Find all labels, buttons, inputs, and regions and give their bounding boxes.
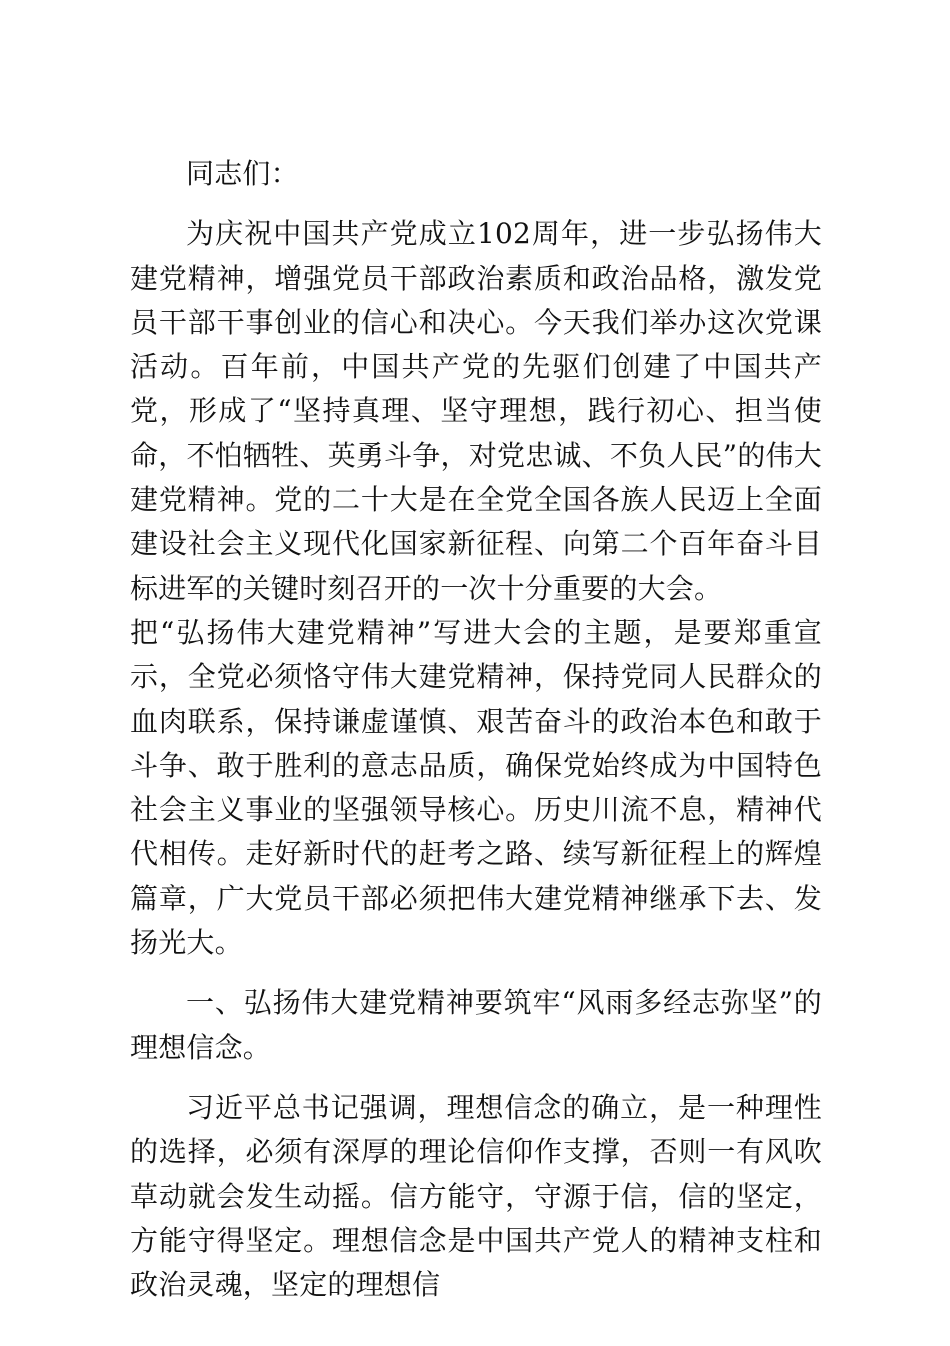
- section-heading-1: 一、弘扬伟大建党精神要筑牢“风雨多经志弥坚”的理想信念。: [130, 986, 822, 1064]
- document-body: [130, 152, 822, 1307]
- salutation: 同志们：: [186, 157, 299, 190]
- paragraph-intro: 为庆祝中国共产党成立102周年，进一步弘扬伟大建党精神，增强党员干部政治素质和政治品格，激发党员干部干事创业的信心和决心。今天我们举办这次党课活动。百年前，中国共产党的先驱们创建了中国共产党，形成了“坚持真理、坚守理想，践行初心、担当使命，不怕牺牲、英勇斗争，对党忠诚、不负人民”的伟大建党精神。党的二十大是在全党全国各族人民迈上全面建设社会主义现代化国家新征程、向第二个百年奋斗目标进军的关键时刻召开的一次十分重要的大会。: [130, 217, 822, 605]
- paragraph-ideals: 习近平总书记强调，理想信念的确立，是一种理性的选择，必须有深厚的理论信仰作支撑，否则一有风吹草动就会发生动摇。信方能守，守源于信，信的坚定，方能守得坚定。理想信念是中国共产党人的精神支柱和政治灵魂，坚定的理想信: [130, 1090, 822, 1302]
- paragraph-theme: 把“弘扬伟大建党精神”写进大会的主题，是要郑重宣示，全党必须恪守伟大建党精神，保持党同人民群众的血肉联系，保持谦虚谨慎、艰苦奋斗的政治本色和敢于斗争、敢于胜利的意志品质，确保党始终成为中国特色社会主义事业的坚强领导核心。历史川流不息，精神代代相传。走好新时代的赶考之路、续写新征程上的辉煌篇章，广大党员干部必须把伟大建党精神继承下去、发扬光大。: [130, 615, 822, 960]
